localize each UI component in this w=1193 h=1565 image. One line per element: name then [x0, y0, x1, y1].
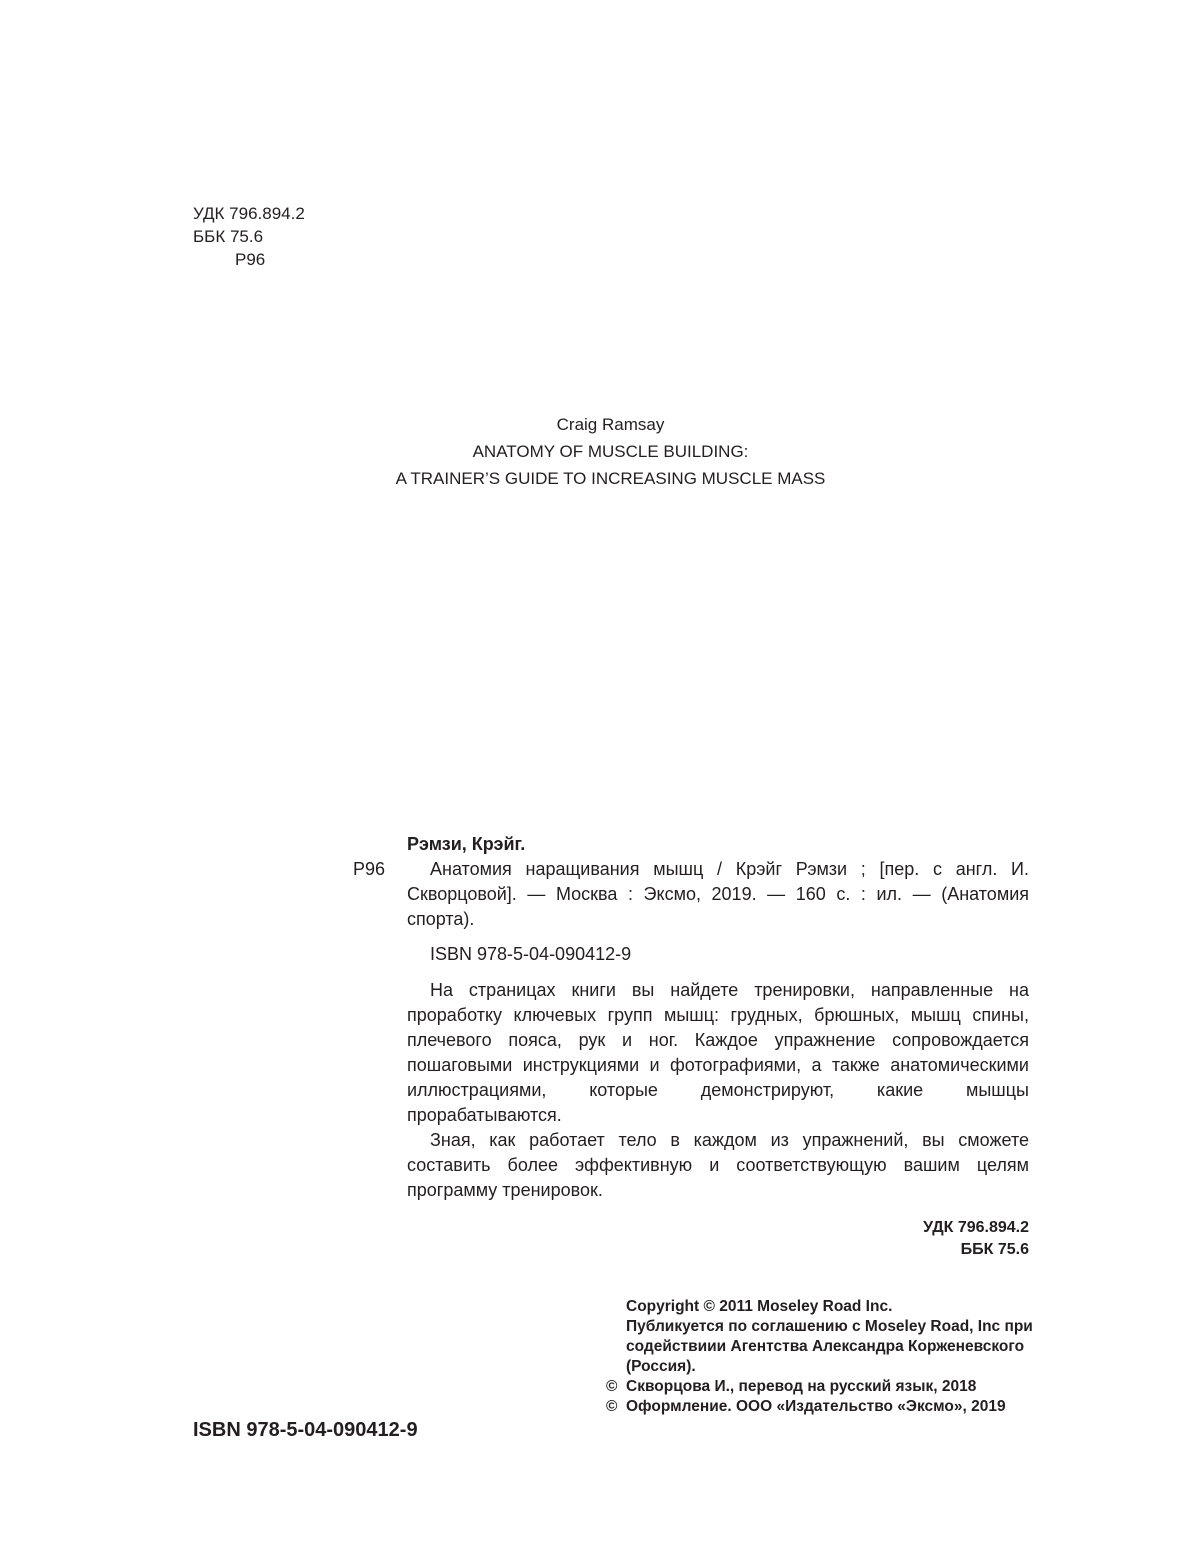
udk-code: УДК 796.894.2: [193, 204, 305, 223]
bib-description: Анатомия наращивания мышц / Крэйг Рэмзи ; [пер. с англ. И. Скворцовой]. — Москва : Эксмо, 2019. — 160 с. : ил. — (Анатомия спорта).: [407, 859, 1029, 929]
bib-sign: Р96: [353, 859, 386, 879]
annotation: [353, 978, 1029, 1203]
bib-isbn: ISBN 978-5-04-090412-9: [430, 944, 632, 964]
copyright-design: Оформление. ООО «Издательство «Эксмо», 2019: [626, 1398, 1006, 1415]
copyright-row-translation: [606, 1377, 1036, 1397]
classification-block: [193, 202, 305, 271]
bib-udk: УДК 796.894.2: [923, 1219, 1029, 1236]
annotation-paragraph-1: На страницах книги вы найдете тренировки, направленные на проработку ключевых групп мышц: грудных, брюшных, мышц спины, плечевого пояса, рук и ног. Каждое упражнение сопровождается пошаговыми инструкциями и фотографиями, а также анатомическими иллюстрациями, которые демонстрируют, какие мышцы прорабатываются.: [407, 980, 1029, 1125]
copyright-symbol: ©: [606, 1398, 618, 1415]
original-author: Craig Ramsay: [556, 415, 665, 434]
copyright-line-2: Публикуется по соглашению с Moseley Road, Inc при содействиии Агентства Александра Корженевского (Россия).: [626, 1318, 1033, 1375]
original-title-line2: A TRAINER’S GUIDE TO INCREASING MUSCLE MASS: [395, 469, 826, 488]
copyright-row-design: [606, 1397, 1036, 1417]
copyright-block: [606, 1297, 1036, 1417]
bibliographic-record: [353, 832, 1029, 1203]
bbk-code: ББК 75.6: [193, 227, 264, 246]
copyright-translation: Скворцова И., перевод на русский язык, 2018: [626, 1378, 977, 1395]
bib-entry: [353, 857, 1029, 932]
copyright-line-1: Copyright © 2011 Moseley Road Inc.: [626, 1298, 893, 1315]
bib-bbk: ББК 75.6: [960, 1241, 1029, 1258]
original-title-line1: ANATOMY OF MUSCLE BUILDING:: [472, 442, 749, 461]
original-edition-block: [0, 411, 1193, 492]
bib-classification: [923, 1217, 1029, 1261]
isbn-main: ISBN 978-5-04-090412-9: [193, 1419, 418, 1441]
author-sign: Р96: [235, 250, 266, 269]
annotation-paragraph-2: Зная, как работает тело в каждом из упражнений, вы сможете составить более эффективную и соответствующую вашим целям программу тренировок.: [407, 1130, 1029, 1200]
copyright-symbol: ©: [606, 1378, 618, 1395]
bib-author-heading: Рэмзи, Крэйг.: [407, 834, 526, 854]
